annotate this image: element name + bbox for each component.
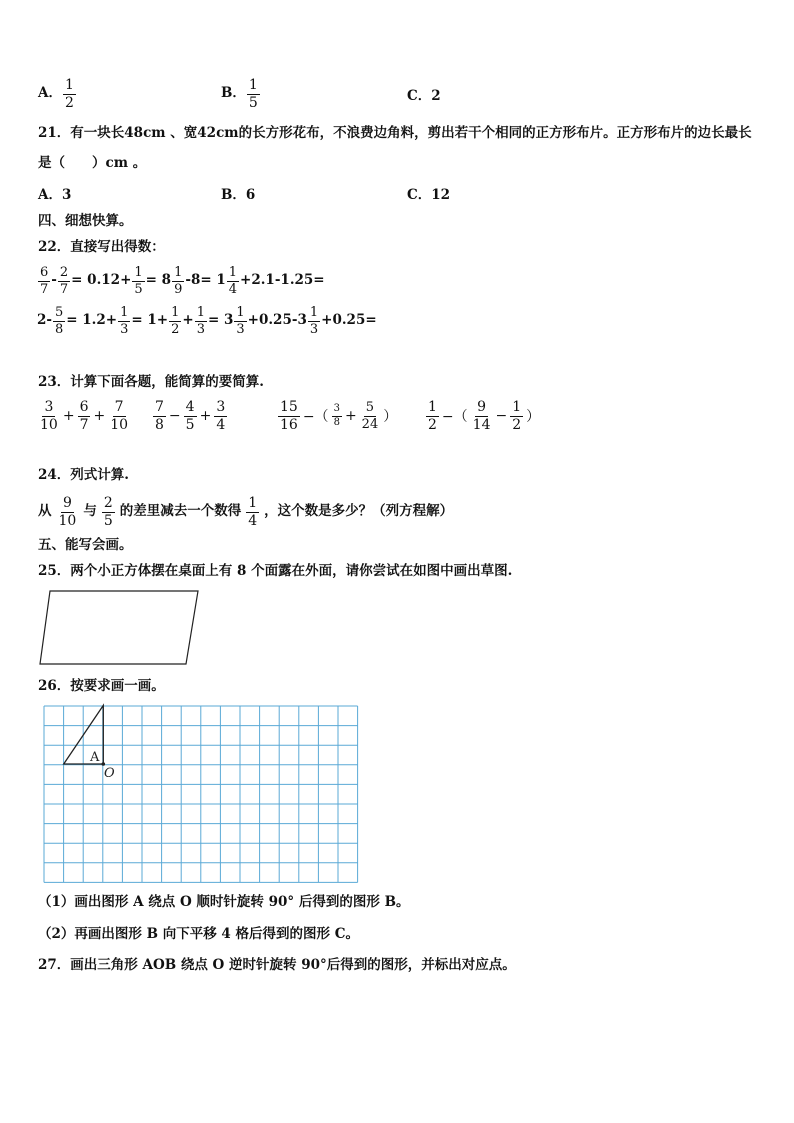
q27-title: 27．画出三角形 AOB 绕点 O 逆时针旋转 90°后得到的图形，并标出对应点。 — [38, 957, 516, 973]
problem-text: ，这个数是多少？（列方程解） — [264, 503, 454, 520]
numerator: 1 — [228, 265, 238, 280]
numerator: 6 — [40, 265, 49, 280]
numerator: 6 — [79, 399, 89, 415]
numerator: 9 — [477, 399, 487, 415]
q23-expression-1 — [37, 400, 131, 432]
fraction — [132, 266, 144, 296]
denominator: 3 — [196, 321, 205, 337]
numerator: 2 — [59, 265, 69, 280]
numerator: 7 — [114, 399, 124, 415]
grid-lines — [44, 706, 358, 882]
fraction — [510, 400, 523, 432]
expression-text: -8= 1 — [185, 272, 226, 289]
label-o: O — [104, 766, 115, 781]
fraction — [118, 306, 130, 336]
fraction — [172, 266, 184, 296]
numerator: 1 — [120, 305, 129, 320]
denominator: 4 — [216, 416, 226, 433]
numerator: 5 — [55, 305, 64, 320]
q21-line2: 是（ ）cm 。 — [38, 155, 147, 171]
closing-bracket: ） — [383, 409, 398, 426]
operator: + — [344, 408, 357, 425]
denominator: 2 — [64, 94, 74, 111]
denominator: 7 — [40, 281, 49, 297]
q26-title: 26．按要求画一画。 — [38, 678, 165, 694]
parallelogram-shape — [40, 591, 198, 664]
operator: + — [93, 408, 106, 425]
numerator: 1 — [64, 77, 74, 93]
fraction — [195, 306, 207, 336]
denominator: 16 — [280, 416, 298, 433]
q20-option-c: C．2 — [407, 88, 441, 104]
expression-text: 2- — [37, 312, 52, 329]
denominator: 7 — [59, 281, 69, 297]
operator: + — [199, 408, 212, 425]
q22-row1 — [37, 266, 325, 296]
q20-option-a — [38, 78, 77, 110]
denominator: 5 — [248, 94, 258, 111]
q26-step-2: （2）再画出图形 B 向下平移 4 格后得到的图形 C。 — [38, 926, 359, 942]
denominator: 3 — [120, 321, 129, 337]
denominator: 4 — [228, 281, 238, 297]
section-heading-4: 四、细想快算。 — [38, 213, 133, 229]
operator: −（ — [302, 409, 329, 426]
fraction — [360, 401, 381, 431]
fraction — [58, 266, 70, 296]
expression-text: = 1.2+ — [66, 312, 118, 329]
denominator: 3 — [236, 321, 245, 337]
fraction — [227, 266, 239, 296]
q21-option-b: B．6 — [221, 187, 256, 203]
q23-expression-3 — [277, 400, 399, 432]
denominator: 8 — [155, 416, 164, 433]
fraction — [108, 400, 130, 432]
fraction — [184, 400, 197, 432]
expression-text: +2.1-1.25= — [240, 272, 325, 289]
label-a: A — [90, 750, 100, 765]
denominator: 24 — [361, 416, 379, 432]
q23-expression-4 — [425, 400, 542, 432]
denominator: 4 — [248, 512, 258, 529]
operator: - — [51, 272, 57, 289]
q23-expression-2 — [152, 400, 228, 432]
numerator: 2 — [103, 495, 113, 511]
denominator: 10 — [110, 416, 129, 433]
expression-text: = 0.12+ — [71, 272, 132, 289]
numerator: 7 — [155, 399, 164, 415]
problem-text: 的差里减去一个数得 — [119, 503, 242, 520]
numerator: 1 — [134, 265, 143, 280]
q24-problem — [38, 496, 453, 528]
denominator: 10 — [40, 416, 58, 433]
fraction — [53, 306, 65, 336]
denominator: 2 — [428, 416, 437, 433]
denominator: 5 — [185, 416, 195, 433]
q24-title: 24．列式计算. — [38, 467, 129, 483]
numerator: 1 — [248, 495, 258, 511]
denominator: 7 — [79, 416, 89, 433]
option-label: B． — [221, 85, 246, 102]
denominator: 2 — [512, 416, 522, 433]
numerator: 1 — [248, 77, 258, 93]
fraction — [38, 400, 60, 432]
q26-step-1: （1）画出图形 A 绕点 O 顺时针旋转 90° 后得到的图形 B。 — [38, 894, 410, 910]
numerator: 1 — [174, 265, 183, 280]
denominator: 8 — [55, 321, 64, 337]
denominator: 8 — [333, 416, 340, 428]
closing-bracket: ） — [526, 409, 541, 426]
q23-title: 23．计算下面各题，能简算的要简算. — [38, 374, 264, 390]
q22-row2 — [37, 306, 377, 336]
numerator: 1 — [512, 399, 522, 415]
problem-text: 与 — [83, 503, 97, 520]
fraction — [246, 496, 259, 528]
numerator: 1 — [309, 305, 319, 320]
denominator: 9 — [174, 281, 183, 297]
fraction — [63, 78, 76, 110]
fraction — [38, 266, 50, 296]
operator: − — [168, 408, 181, 425]
denominator: 10 — [58, 512, 77, 529]
numerator: 1 — [236, 305, 245, 320]
numerator: 3 — [216, 399, 226, 415]
q21-option-c: C．12 — [407, 187, 451, 203]
fraction — [234, 306, 246, 336]
numerator: 3 — [44, 399, 54, 415]
numerator: 1 — [171, 305, 180, 320]
denominator: 14 — [472, 416, 491, 433]
fraction — [57, 496, 79, 528]
section-heading-5: 五、能写会画。 — [38, 537, 133, 553]
q21-option-a: A．3 — [38, 187, 72, 203]
fraction — [332, 404, 342, 428]
fraction — [278, 400, 300, 432]
operator: −（ — [441, 409, 468, 426]
denominator: 5 — [103, 512, 113, 529]
q22-title: 22．直接写出得数： — [38, 239, 165, 255]
fraction — [214, 400, 227, 432]
q20-option-b — [221, 78, 261, 110]
fraction — [169, 306, 181, 336]
expression-text: = 1+ — [131, 312, 169, 329]
fraction — [308, 306, 320, 336]
fraction — [426, 400, 439, 432]
fraction — [471, 400, 493, 432]
numerator: 15 — [280, 399, 298, 415]
parallelogram-figure — [38, 588, 202, 668]
fraction — [102, 496, 115, 528]
numerator: 9 — [62, 495, 72, 511]
numerator: 5 — [365, 400, 375, 416]
operator: − — [495, 408, 508, 425]
fraction — [153, 400, 166, 432]
q25-title: 25．两个小正方体摆在桌面上有 8 个面露在外面，请你尝试在如图中画出草图. — [38, 563, 513, 579]
numerator: 3 — [332, 404, 342, 417]
expression-text: = 8 — [145, 272, 172, 289]
expression-text: +0.25= — [321, 312, 377, 329]
operator: + — [182, 312, 194, 329]
denominator: 5 — [134, 281, 143, 297]
option-label: A． — [38, 85, 62, 102]
numerator: 4 — [185, 399, 195, 415]
numerator: 1 — [196, 305, 205, 320]
problem-text: 从 — [38, 503, 52, 520]
grid-figure — [40, 702, 362, 884]
numerator: 1 — [428, 399, 437, 415]
operator: + — [62, 408, 75, 425]
expression-text: = 3 — [207, 312, 234, 329]
denominator: 3 — [309, 321, 319, 337]
denominator: 2 — [171, 321, 180, 337]
expression-text: +0.25-3 — [247, 312, 307, 329]
fraction — [247, 78, 260, 110]
fraction — [78, 400, 91, 432]
q21-line1: 21．有一块长48cm 、宽42cm的长方形花布，不浪费边角料，剪出若干个相同的正方形布片。正方形布片的边长最长 — [38, 125, 752, 141]
